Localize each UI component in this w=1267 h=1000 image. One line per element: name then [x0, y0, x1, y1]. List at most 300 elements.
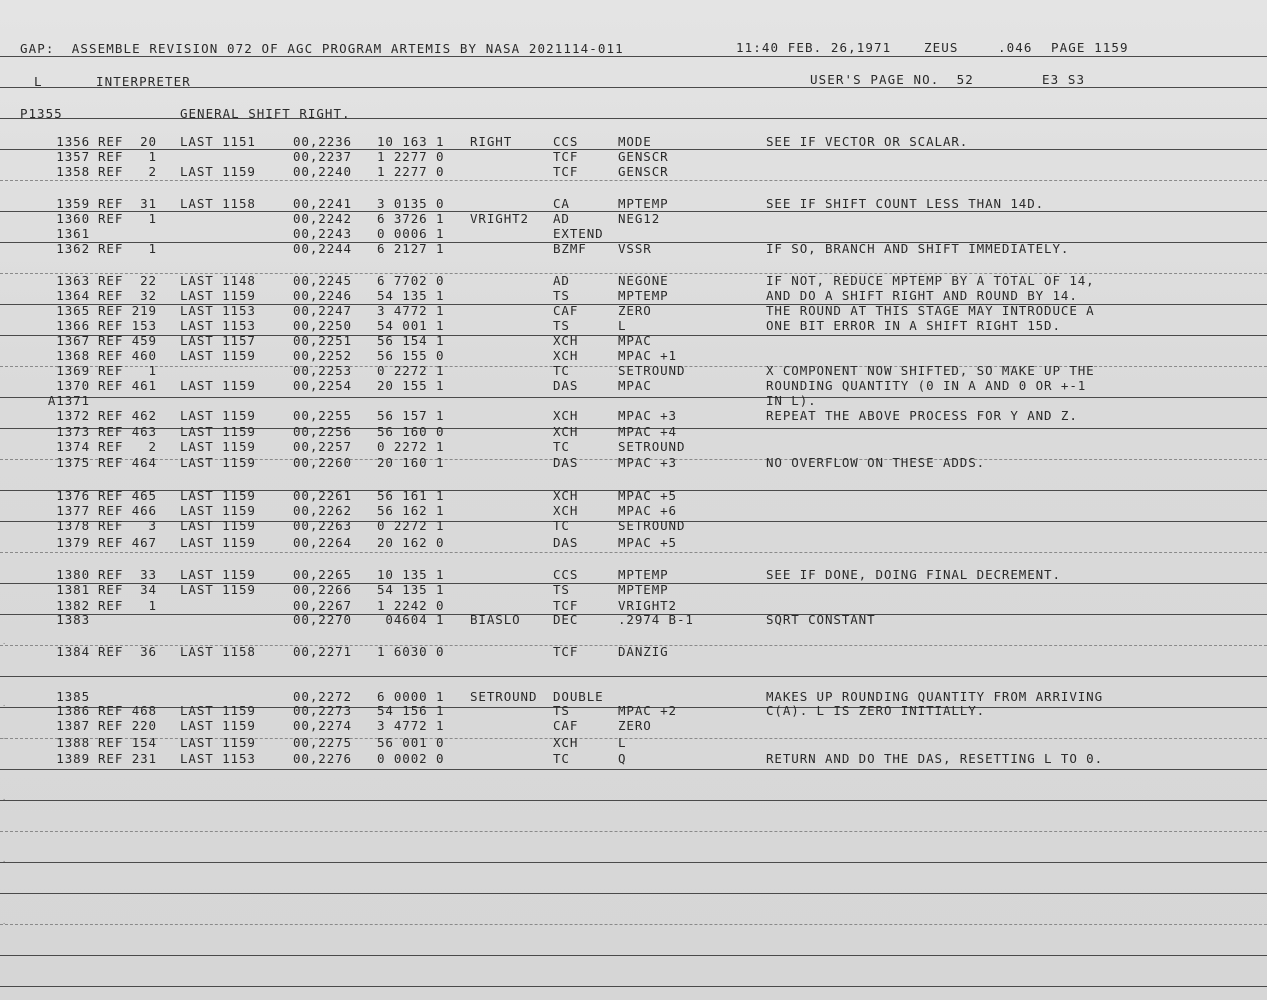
- line-addr: 00,2241: [293, 196, 352, 211]
- line-addr: 00,2266: [293, 582, 352, 597]
- line-last: LAST 1159: [180, 518, 256, 533]
- subheader-code: E3 S3: [1042, 72, 1086, 87]
- line-op: TC: [553, 751, 570, 766]
- line-last: LAST 1159: [180, 703, 256, 718]
- listing-line: [0, 196, 1267, 211]
- line-addr: 00,2263: [293, 518, 352, 533]
- header-page: PAGE 1159: [1051, 40, 1129, 55]
- line-arg: MODE: [618, 134, 652, 149]
- line-op: TCF: [553, 164, 579, 179]
- line-word: 6 0000 1: [377, 689, 445, 704]
- line-no: 1361: [56, 226, 90, 241]
- line-op: DAS: [553, 455, 579, 470]
- line-comment: MAKES UP ROUNDING QUANTITY FROM ARRIVING: [766, 689, 1104, 704]
- line-addr: 00,2272: [293, 689, 352, 704]
- line-word: 3 0135 0: [377, 196, 445, 211]
- line-comment: NO OVERFLOW ON THESE ADDS.: [766, 455, 986, 470]
- line-arg: L: [618, 318, 627, 333]
- line-op: CCS: [553, 567, 579, 582]
- line-word: 54 135 1: [377, 582, 445, 597]
- line-op: XCH: [553, 348, 579, 363]
- listing-line: [0, 518, 1267, 533]
- line-ref: REF 1: [98, 598, 157, 613]
- line-comment: REPEAT THE ABOVE PROCESS FOR Y AND Z.: [766, 408, 1078, 423]
- line-word: 56 160 0: [377, 424, 445, 439]
- line-addr: 00,2260: [293, 455, 352, 470]
- line-label: VRIGHT2: [470, 211, 529, 226]
- line-no: 1368: [56, 348, 90, 363]
- listing-line: [0, 689, 1267, 704]
- listing-line: [0, 751, 1267, 766]
- line-arg: MPAC +1: [618, 348, 677, 363]
- line-word: 6 2127 1: [377, 241, 445, 256]
- line-no: 1373: [56, 424, 90, 439]
- line-comment: IF NOT, REDUCE MPTEMP BY A TOTAL OF 14,: [766, 273, 1095, 288]
- listing-line: [0, 488, 1267, 503]
- rule: [0, 180, 1267, 181]
- rule: [0, 800, 1267, 801]
- line-last: LAST 1151: [180, 134, 256, 149]
- line-arg: MPAC +3: [618, 455, 677, 470]
- line-word: 56 161 1: [377, 488, 445, 503]
- line-last: LAST 1159: [180, 582, 256, 597]
- listing-line: [0, 535, 1267, 550]
- listing-line: [0, 567, 1267, 582]
- line-addr: 00,2264: [293, 535, 352, 550]
- line-arg: ZERO: [618, 303, 652, 318]
- line-no: 1366: [56, 318, 90, 333]
- line-arg: MPAC +5: [618, 535, 677, 550]
- line-last: LAST 1148: [180, 273, 256, 288]
- line-no: 1367: [56, 333, 90, 348]
- line-ref: REF 153: [98, 318, 157, 333]
- line-ref: REF 464: [98, 455, 157, 470]
- line-op: CAF: [553, 303, 579, 318]
- margin-mark: ·: [2, 735, 7, 743]
- rule: [0, 56, 1267, 57]
- line-addr: 00,2244: [293, 241, 352, 256]
- line-comment: THE ROUND AT THIS STAGE MAY INTRODUCE A: [766, 303, 1095, 318]
- line-addr: 00,2237: [293, 149, 352, 164]
- line-label: RIGHT: [470, 134, 513, 149]
- line-no: A1371: [47, 393, 90, 408]
- line-arg: MPAC +4: [618, 424, 677, 439]
- line-word: 3 4772 1: [377, 303, 445, 318]
- line-addr: 00,2242: [293, 211, 352, 226]
- line-arg: SETROUND: [618, 439, 686, 454]
- line-no: 1365: [56, 303, 90, 318]
- line-no: 1385: [56, 689, 90, 704]
- line-word: 0 0002 0: [377, 751, 445, 766]
- line-op: CCS: [553, 134, 579, 149]
- line-word: 54 001 1: [377, 318, 445, 333]
- line-arg: MPAC +2: [618, 703, 677, 718]
- rule: [0, 831, 1267, 832]
- line-addr: 00,2253: [293, 363, 352, 378]
- line-ref: REF 461: [98, 378, 157, 393]
- line-ref: REF 22: [98, 273, 157, 288]
- line-arg: MPAC: [618, 333, 652, 348]
- line-ref: REF 1: [98, 241, 157, 256]
- line-word: 0 2272 1: [377, 363, 445, 378]
- rule: [0, 986, 1267, 987]
- line-ref: REF 33: [98, 567, 157, 582]
- line-word: 56 162 1: [377, 503, 445, 518]
- line-arg: MPTEMP: [618, 567, 669, 582]
- line-last: LAST 1153: [180, 751, 256, 766]
- header-time: 11:40 FEB. 26,1971: [736, 40, 892, 55]
- line-comment: ROUNDING QUANTITY (0 IN A AND 0 OR +-1: [766, 378, 1087, 393]
- line-addr: 00,2251: [293, 333, 352, 348]
- line-comment: IN L).: [766, 393, 817, 408]
- line-addr: 00,2254: [293, 378, 352, 393]
- listing-line: [0, 164, 1267, 179]
- line-last: LAST 1159: [180, 503, 256, 518]
- line-op: DAS: [553, 378, 579, 393]
- line-arg: .2974 B-1: [618, 612, 694, 627]
- margin-mark: ·: [2, 796, 7, 804]
- line-last: LAST 1158: [180, 644, 256, 659]
- listing-line: [0, 226, 1267, 241]
- line-last: LAST 1157: [180, 333, 256, 348]
- line-last: LAST 1153: [180, 318, 256, 333]
- line-addr: 00,2250: [293, 318, 352, 333]
- line-no: 1360: [56, 211, 90, 226]
- line-comment: SEE IF SHIFT COUNT LESS THAN 14D.: [766, 196, 1045, 211]
- line-word: 0 2272 1: [377, 439, 445, 454]
- line-arg: MPTEMP: [618, 288, 669, 303]
- line-word: 56 001 0: [377, 735, 445, 750]
- line-op: TCF: [553, 644, 579, 659]
- line-op: XCH: [553, 488, 579, 503]
- line-op: XCH: [553, 735, 579, 750]
- header-left: GAP: ASSEMBLE REVISION 072 OF AGC PROGRAM ARTEMIS BY NASA 2021114-011: [20, 41, 624, 56]
- line-arg: GENSCR: [618, 149, 669, 164]
- line-addr: 00,2270: [293, 612, 352, 627]
- line-ref: REF 466: [98, 503, 157, 518]
- listing-line: [0, 455, 1267, 470]
- line-no: 1378: [56, 518, 90, 533]
- line-addr: 00,2243: [293, 226, 352, 241]
- line-no: 1372: [56, 408, 90, 423]
- line-no: 1382: [56, 598, 90, 613]
- routine-title: GENERAL SHIFT RIGHT.: [180, 106, 351, 121]
- line-no: 1363: [56, 273, 90, 288]
- line-addr: 00,2246: [293, 288, 352, 303]
- listing-line: [0, 333, 1267, 348]
- rule: [0, 955, 1267, 956]
- line-comment: SQRT CONSTANT: [766, 612, 876, 627]
- line-no: 1386: [56, 703, 90, 718]
- line-word: 56 154 1: [377, 333, 445, 348]
- line-word: 10 135 1: [377, 567, 445, 582]
- line-op: CA: [553, 196, 570, 211]
- line-addr: 00,2267: [293, 598, 352, 613]
- line-ref: REF 2: [98, 439, 157, 454]
- line-last: LAST 1159: [180, 288, 256, 303]
- line-no: 1379: [56, 535, 90, 550]
- subheader-mark: L: [34, 74, 43, 89]
- line-op: TC: [553, 518, 570, 533]
- line-arg: MPAC +5: [618, 488, 677, 503]
- line-last: LAST 1159: [180, 455, 256, 470]
- margin-mark: ·: [2, 702, 7, 710]
- listing-line: [0, 735, 1267, 750]
- listing-line: [0, 303, 1267, 318]
- line-comment: ONE BIT ERROR IN A SHIFT RIGHT 15D.: [766, 318, 1061, 333]
- line-addr: 00,2274: [293, 718, 352, 733]
- line-no: 1387: [56, 718, 90, 733]
- line-ref: REF 32: [98, 288, 157, 303]
- line-no: 1384: [56, 644, 90, 659]
- line-no: 1388: [56, 735, 90, 750]
- line-ref: REF 1: [98, 149, 157, 164]
- routine-id: P1355: [20, 106, 63, 121]
- line-addr: 00,2240: [293, 164, 352, 179]
- listing-line: [0, 703, 1267, 718]
- line-word: 3 4772 1: [377, 718, 445, 733]
- line-addr: 00,2271: [293, 644, 352, 659]
- line-addr: 00,2236: [293, 134, 352, 149]
- line-ref: REF 1: [98, 363, 157, 378]
- line-label: SETROUND: [470, 689, 538, 704]
- rule: [0, 924, 1267, 925]
- listing-line: [0, 612, 1267, 627]
- line-no: 1369: [56, 363, 90, 378]
- line-arg: Q: [618, 751, 627, 766]
- line-word: 54 156 1: [377, 703, 445, 718]
- line-no: 1364: [56, 288, 90, 303]
- listing-line: [0, 718, 1267, 733]
- line-last: LAST 1159: [180, 488, 256, 503]
- line-op: TS: [553, 288, 570, 303]
- line-addr: 00,2273: [293, 703, 352, 718]
- line-arg: SETROUND: [618, 363, 686, 378]
- header-system: ZEUS: [924, 40, 959, 55]
- line-op: TS: [553, 582, 570, 597]
- line-addr: 00,2255: [293, 408, 352, 423]
- line-word: 56 155 0: [377, 348, 445, 363]
- listing-line: [0, 363, 1267, 378]
- line-ref: REF 459: [98, 333, 157, 348]
- margin-mark: ·: [2, 858, 7, 866]
- rule: [0, 552, 1267, 553]
- line-word: 0 2272 1: [377, 518, 445, 533]
- line-last: LAST 1159: [180, 378, 256, 393]
- line-last: LAST 1159: [180, 718, 256, 733]
- line-ref: REF 3: [98, 518, 157, 533]
- line-comment: C(A). L IS ZERO INITIALLY.: [766, 703, 986, 718]
- line-op: TS: [553, 318, 570, 333]
- line-no: 1377: [56, 503, 90, 518]
- line-op: TC: [553, 439, 570, 454]
- line-ref: REF 462: [98, 408, 157, 423]
- listing-line: [0, 348, 1267, 363]
- listing-line: [0, 408, 1267, 423]
- line-arg: VRIGHT2: [618, 598, 677, 613]
- line-op: TC: [553, 363, 570, 378]
- line-addr: 00,2276: [293, 751, 352, 766]
- line-no: 1357: [56, 149, 90, 164]
- line-last: LAST 1158: [180, 196, 256, 211]
- line-word: 20 160 1: [377, 455, 445, 470]
- subheader-section: INTERPRETER: [96, 74, 191, 89]
- listing-line: [0, 439, 1267, 454]
- line-no: 1356: [56, 134, 90, 149]
- listing-line: [0, 393, 1267, 408]
- line-addr: 00,2245: [293, 273, 352, 288]
- line-ref: REF 34: [98, 582, 157, 597]
- line-addr: 00,2261: [293, 488, 352, 503]
- line-last: LAST 1159: [180, 164, 256, 179]
- line-ref: REF 460: [98, 348, 157, 363]
- line-arg: NEGONE: [618, 273, 669, 288]
- listing-line: [0, 644, 1267, 659]
- line-ref: REF 467: [98, 535, 157, 550]
- line-arg: SETROUND: [618, 518, 686, 533]
- line-ref: REF 1: [98, 211, 157, 226]
- line-addr: 00,2247: [293, 303, 352, 318]
- line-last: LAST 1159: [180, 735, 256, 750]
- line-comment: SEE IF DONE, DOING FINAL DECREMENT.: [766, 567, 1061, 582]
- line-word: 20 155 1: [377, 378, 445, 393]
- line-comment: AND DO A SHIFT RIGHT AND ROUND BY 14.: [766, 288, 1078, 303]
- line-ref: REF 2: [98, 164, 157, 179]
- line-no: 1380: [56, 567, 90, 582]
- listing-line: [0, 582, 1267, 597]
- rule: [0, 862, 1267, 863]
- line-word: 1 2242 0: [377, 598, 445, 613]
- line-word: 0 0006 1: [377, 226, 445, 241]
- line-comment: SEE IF VECTOR OR SCALAR.: [766, 134, 969, 149]
- line-no: 1359: [56, 196, 90, 211]
- line-addr: 00,2257: [293, 439, 352, 454]
- line-ref: REF 20: [98, 134, 157, 149]
- line-op: XCH: [553, 503, 579, 518]
- listing-line: [0, 134, 1267, 149]
- line-word: 56 157 1: [377, 408, 445, 423]
- line-no: 1362: [56, 241, 90, 256]
- line-addr: 00,2252: [293, 348, 352, 363]
- line-word: 1 2277 0: [377, 149, 445, 164]
- line-word: 20 162 0: [377, 535, 445, 550]
- listing-line: [0, 503, 1267, 518]
- line-last: LAST 1159: [180, 567, 256, 582]
- line-ref: REF 468: [98, 703, 157, 718]
- line-op: XCH: [553, 408, 579, 423]
- line-word: 1 6030 0: [377, 644, 445, 659]
- line-op: BZMF: [553, 241, 587, 256]
- listing-line: [0, 273, 1267, 288]
- line-ref: REF 463: [98, 424, 157, 439]
- line-ref: REF 219: [98, 303, 157, 318]
- line-arg: MPTEMP: [618, 196, 669, 211]
- line-op: EXTEND: [553, 226, 604, 241]
- line-no: 1358: [56, 164, 90, 179]
- line-no: 1374: [56, 439, 90, 454]
- line-addr: 00,2265: [293, 567, 352, 582]
- line-arg: MPTEMP: [618, 582, 669, 597]
- line-arg: MPAC: [618, 378, 652, 393]
- line-op: DAS: [553, 535, 579, 550]
- line-last: LAST 1159: [180, 408, 256, 423]
- line-arg: GENSCR: [618, 164, 669, 179]
- line-arg: MPAC +3: [618, 408, 677, 423]
- line-arg: ZERO: [618, 718, 652, 733]
- line-addr: 00,2256: [293, 424, 352, 439]
- line-no: 1389: [56, 751, 90, 766]
- line-no: 1376: [56, 488, 90, 503]
- line-ref: REF 36: [98, 644, 157, 659]
- line-arg: L: [618, 735, 627, 750]
- rule: [0, 676, 1267, 677]
- line-op: TS: [553, 703, 570, 718]
- line-arg: DANZIG: [618, 644, 669, 659]
- line-word: 6 3726 1: [377, 211, 445, 226]
- listing-line: [0, 149, 1267, 164]
- listing-line: [0, 318, 1267, 333]
- line-op: TCF: [553, 598, 579, 613]
- line-comment: RETURN AND DO THE DAS, RESETTING L TO 0.: [766, 751, 1104, 766]
- listing-line: [0, 241, 1267, 256]
- line-ref: REF 220: [98, 718, 157, 733]
- line-comment: IF SO, BRANCH AND SHIFT IMMEDIATELY.: [766, 241, 1070, 256]
- line-no: 1375: [56, 455, 90, 470]
- line-addr: 00,2262: [293, 503, 352, 518]
- line-no: 1370: [56, 378, 90, 393]
- listing-line: [0, 598, 1267, 613]
- line-ref: REF 231: [98, 751, 157, 766]
- line-word: 6 7702 0: [377, 273, 445, 288]
- margin-mark: ·: [2, 640, 7, 648]
- line-no: 1383: [56, 612, 90, 627]
- line-op: AD: [553, 273, 570, 288]
- line-ref: REF 154: [98, 735, 157, 750]
- line-ref: REF 31: [98, 196, 157, 211]
- listing-line: [0, 288, 1267, 303]
- line-last: LAST 1159: [180, 439, 256, 454]
- listing-line: [0, 211, 1267, 226]
- line-op: DOUBLE: [553, 689, 604, 704]
- line-arg: NEG12: [618, 211, 661, 226]
- rule: [0, 893, 1267, 894]
- listing-line: [0, 424, 1267, 439]
- line-addr: 00,2275: [293, 735, 352, 750]
- line-op: AD: [553, 211, 570, 226]
- line-op: XCH: [553, 424, 579, 439]
- line-ref: REF 465: [98, 488, 157, 503]
- line-op: XCH: [553, 333, 579, 348]
- line-word: 54 135 1: [377, 288, 445, 303]
- subheader-user-page: USER'S PAGE NO. 52: [810, 72, 974, 87]
- line-op: CAF: [553, 718, 579, 733]
- line-last: LAST 1159: [180, 348, 256, 363]
- margin-mark: ·: [2, 920, 7, 928]
- line-word: 04604 1: [377, 612, 445, 627]
- listing-line: [0, 378, 1267, 393]
- line-no: 1381: [56, 582, 90, 597]
- line-arg: MPAC +6: [618, 503, 677, 518]
- line-comment: X COMPONENT NOW SHIFTED, SO MAKE UP THE: [766, 363, 1095, 378]
- line-label: BIASLO: [470, 612, 521, 627]
- line-last: LAST 1159: [180, 424, 256, 439]
- line-last: LAST 1153: [180, 303, 256, 318]
- line-word: 1 2277 0: [377, 164, 445, 179]
- header-run: .046: [998, 40, 1033, 55]
- line-arg: VSSR: [618, 241, 652, 256]
- line-last: LAST 1159: [180, 535, 256, 550]
- rule: [0, 769, 1267, 770]
